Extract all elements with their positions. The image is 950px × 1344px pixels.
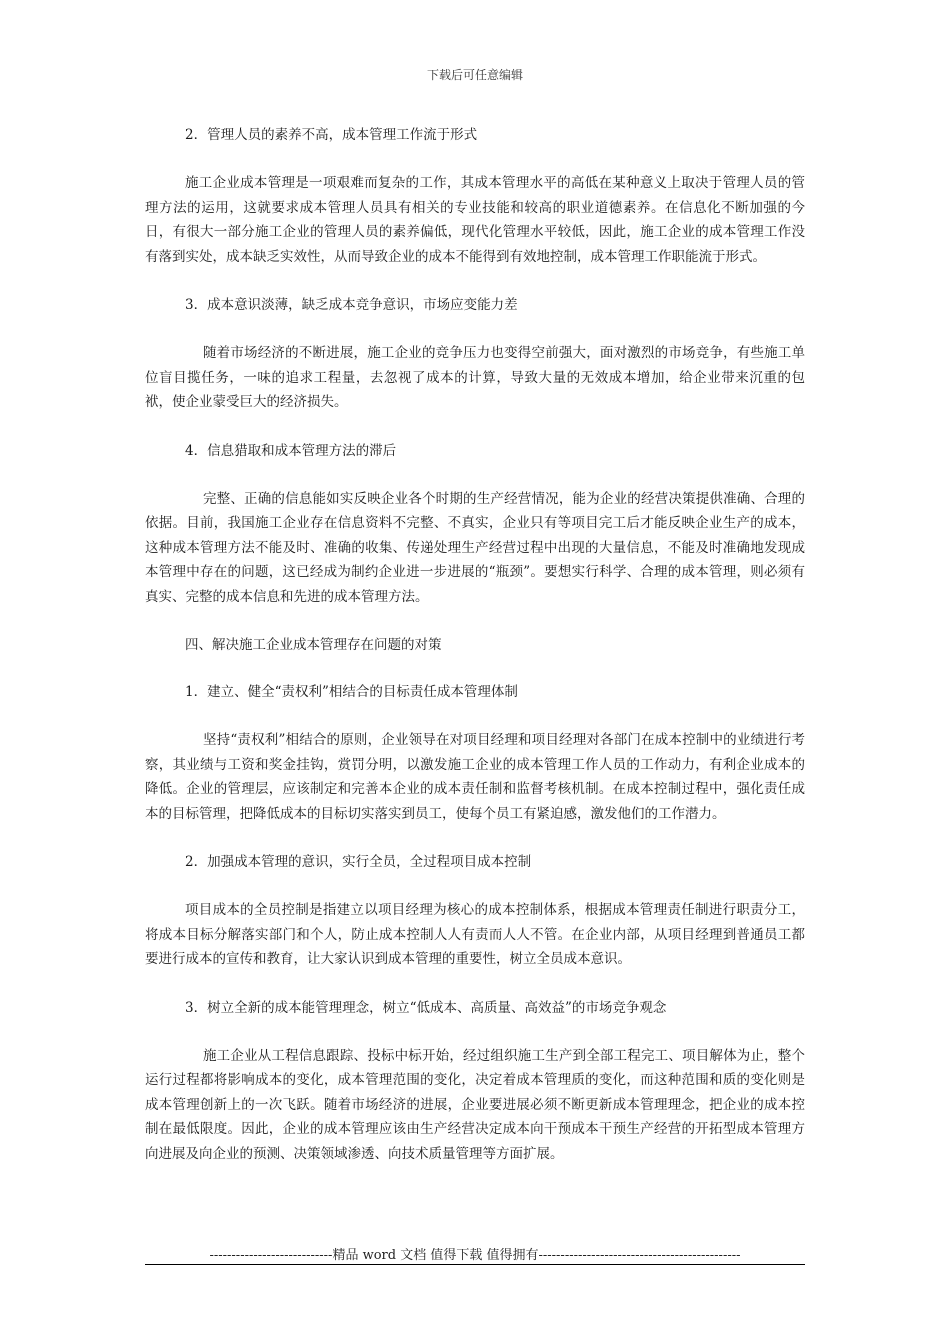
chapter-heading: 四、解决施工企业成本管理存在问题的对策: [185, 637, 442, 653]
body-paragraph: 施工企业成本管理是一项艰难而复杂的工作，其成本管理水平的高低在某种意义上取决于管理人员的管理方法的运用，这就要求成本管理人员具有相关的专业技能和较高的职业道德素养。在信息化不断加强的今日，有很大一部分施工企业的管理人员的素养偏低，现代化管理水平较低，因此，施工企业的成本管理工作没有落到实处，成本缺乏实效性，从而导致企业的成本不能得到有效地控制，成本管理工作职能流于形式。: [145, 175, 805, 265]
section-heading: 3．成本意识淡薄，缺乏成本竞争意识，市场应变能力差: [185, 297, 518, 313]
footer-divider: [145, 1264, 805, 1265]
section-heading: 2．加强成本管理的意识，实行全员，全过程项目成本控制: [185, 854, 532, 870]
document-body: [145, 124, 805, 1191]
section-heading: 2．管理人员的素养不高，成本管理工作流于形式: [185, 127, 478, 143]
page-header: 下载后可任意编辑: [426, 68, 523, 82]
body-paragraph: 随着市场经济的不断进展，施工企业的竞争压力也变得空前强大，面对激烈的市场竞争，有些施工单位盲目揽任务，一味的追求工程量，去忽视了成本的计算，导致大量的无效成本增加，给企业带来沉重的包袱，使企业蒙受巨大的经济损失。: [145, 345, 805, 410]
page-footer: ----------------------------精品 word 文档 值得下载 值得拥有----------------------------------------------: [209, 1248, 741, 1263]
body-paragraph: 项目成本的全员控制是指建立以项目经理为核心的成本控制体系，根据成本管理责任制进行职责分工，将成本目标分解落实部门和个人，防止成本控制人人有责而人人不管。在企业内部，从项目经理到普通员工都要进行成本的宣传和教育，让大家认识到成本管理的重要性，树立全员成本意识。: [145, 902, 805, 967]
body-paragraph: 坚持“责权利”相结合的原则，企业领导在对项目经理和项目经理对各部门在成本控制中的业绩进行考察，其业绩与工资和奖金挂钩，赏罚分明，以激发施工企业的成本管理工作人员的工作动力，有利企业成本的降低。企业的管理层，应该制定和完善本企业的成本责任制和监督考核机制。在成本控制过程中，强化责任成本的目标管理，把降低成本的目标切实落实到员工，使每个员工有紧迫感，激发他们的工作潜力。: [145, 732, 805, 822]
section-heading: 3．树立全新的成本能管理理念，树立“低成本、高质量、高效益”的市场竞争观念: [185, 999, 667, 1016]
section-heading: 1．建立、健全“责权利”相结合的目标责任成本管理体制: [185, 684, 518, 700]
body-paragraph: 完整、正确的信息能如实反映企业各个时期的生产经营情况，能为企业的经营决策提供准确、合理的依据。目前，我国施工企业存在信息资料不完整、不真实，企业只有等项目完工后才能反映企业生产的成本，这种成本管理方法不能及时、准确的收集、传递处理生产经营过程中出现的大量信息，不能及时准确地发现成本管理中存在的问题，这已经成为制约企业进一步进展的“瓶颈”。要想实行科学、合理的成本管理，则必须有真实、完整的成本信息和先进的成本管理方法。: [145, 490, 805, 605]
body-paragraph: 施工企业从工程信息跟踪、投标中标开始，经过组织施工生产到全部工程完工、项目解体为止，整个运行过程都将影响成本的变化，成本管理范围的变化，决定着成本管理质的变化，而这种范围和质的变化则是成本管理创新上的一次飞跃。随着市场经济的进展，企业要进展必须不断更新成本管理理念，把企业的成本控制在最低限度。因此，企业的成本管理应该由生产经营决定成本向干预成本干预生产经营的开拓型成本管理方向进展及向企业的预测、决策领域渗透、向技术质量管理等方面扩展。: [145, 1047, 805, 1162]
section-heading: 4．信息猎取和成本管理方法的滞后: [185, 442, 397, 459]
